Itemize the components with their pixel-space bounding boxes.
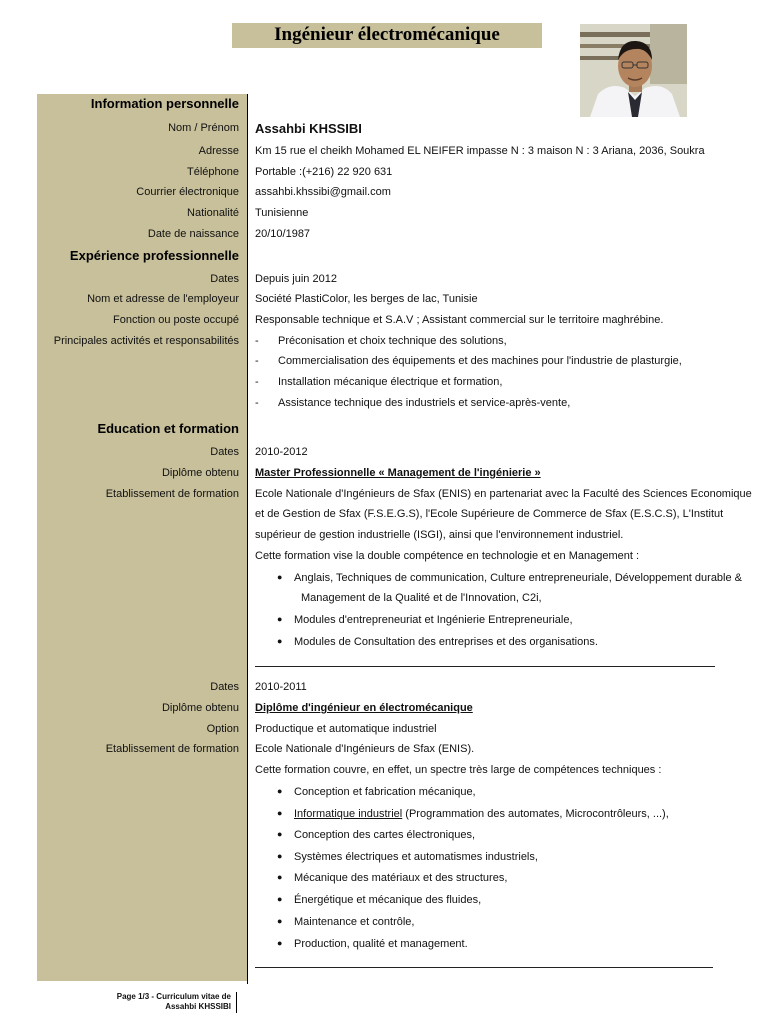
list-item-text: Production, qualité et management.	[294, 938, 468, 950]
bullet-marker: ●	[277, 829, 283, 839]
list-item	[277, 808, 669, 820]
nationality-label: Nationalité	[187, 207, 239, 219]
bullet-marker: ●	[277, 786, 283, 796]
list-item-continuation: Management de la Qualité et de l'Innovation, C2i,	[301, 592, 542, 604]
edu1-dates-value: 2010-2012	[255, 446, 308, 458]
name-label: Nom / Prénom	[168, 122, 239, 134]
bullet-marker: ●	[277, 872, 283, 882]
separator-line	[255, 666, 715, 667]
edu2-establishment-value: Ecole Nationale d'Ingénieurs de Sfax (ENIS).	[255, 743, 475, 755]
list-item-text: Maintenance et contrôle,	[294, 916, 415, 928]
profile-photo	[580, 24, 687, 117]
dash-marker: -	[255, 335, 259, 347]
activity-text: Installation mécanique électrique et formation,	[278, 376, 503, 388]
edu2-establishment-label: Etablissement de formation	[105, 743, 239, 755]
address-label: Adresse	[198, 145, 239, 157]
edu2-option-label: Option	[206, 723, 239, 735]
edu1-establishment-line: et de Gestion de Sfax (F.S.E.G.S), l'Ecole Supérieure de Commerce de Sfax (E.S.C.S), L'Institut	[255, 508, 724, 520]
phone-value: Portable :(+216) 22 920 631	[255, 166, 393, 178]
list-item	[277, 938, 468, 950]
exp-dates-value: Depuis juin 2012	[255, 273, 337, 285]
list-item	[277, 636, 598, 648]
dash-marker: -	[255, 355, 259, 367]
birth-label: Date de naissance	[147, 228, 239, 240]
bullet-marker: ●	[277, 808, 283, 818]
bullet-marker: ●	[277, 636, 283, 646]
nationality-value: Tunisienne	[255, 207, 309, 219]
list-item-text: Conception et fabrication mécanique,	[294, 786, 476, 798]
activity-item	[255, 376, 502, 388]
edu1-establishment-line: supérieur de gestion industrielle (ISGI), ainsi que l'environnement industriel.	[255, 529, 624, 541]
column-divider	[247, 94, 248, 984]
edu2-diploma-label: Diplôme obtenu	[161, 702, 239, 714]
edu1-establishment-label: Etablissement de formation	[105, 488, 239, 500]
dash-marker: -	[255, 397, 259, 409]
bullet-marker: ●	[277, 572, 283, 582]
section-personal-heading: Information personnelle	[90, 96, 239, 111]
bullet-marker: ●	[277, 938, 283, 948]
activity-item	[255, 335, 507, 347]
activity-text: Commercialisation des équipements et des machines pour l'industrie de plasturgie,	[278, 355, 682, 367]
employer-label: Nom et adresse de l'employeur	[87, 293, 239, 305]
bullet-marker: ●	[277, 916, 283, 926]
bullet-marker: ●	[277, 894, 283, 904]
list-item	[277, 872, 507, 884]
list-item	[277, 786, 476, 798]
list-item-text: Systèmes électriques et automatismes industriels,	[294, 851, 538, 863]
activity-item	[255, 355, 682, 367]
list-item	[277, 894, 481, 906]
list-item	[277, 916, 414, 928]
edu1-diploma-value: Master Professionnelle « Management de l'ingénierie »	[255, 467, 541, 479]
list-item-text: Anglais, Techniques de communication, Culture entrepreneuriale, Développement durable &	[294, 572, 743, 584]
list-item	[277, 572, 742, 584]
edu2-dates-label: Dates	[210, 681, 239, 693]
edu2-diploma-value: Diplôme d'ingénieur en électromécanique	[255, 702, 473, 714]
list-item-text: (Programmation des automates, Microcontrôleurs, ...),	[402, 808, 669, 820]
dash-marker: -	[255, 376, 259, 388]
email-label: Courrier électronique	[136, 186, 239, 198]
section-experience-heading: Expérience professionnelle	[69, 248, 239, 263]
position-label: Fonction ou poste occupé	[113, 314, 239, 326]
position-value: Responsable technique et S.A.V ; Assistant commercial sur le territoire maghrébine.	[255, 314, 664, 326]
list-item-text: Conception des cartes électroniques,	[294, 829, 475, 841]
activities-label: Principales activités et responsabilités	[53, 335, 239, 347]
separator-line	[255, 967, 713, 968]
address-value: Km 15 rue el cheikh Mohamed EL NEIFER impasse N : 3 maison N : 3 Ariana, 2036, Soukra	[255, 145, 705, 157]
edu1-dates-label: Dates	[210, 446, 239, 458]
footer-line: Assahbi KHSSIBI	[165, 1002, 231, 1011]
edu2-dates-value: 2010-2011	[255, 681, 307, 693]
activity-text: Préconisation et choix technique des solutions,	[278, 335, 507, 347]
list-item-text: Modules de Consultation des entreprises et des organisations.	[294, 636, 598, 648]
edu1-establishment-line: Ecole Nationale d'Ingénieurs de Sfax (ENIS) en partenariat avec la Faculté des Sciences Economique	[255, 488, 752, 500]
name-value: Assahbi KHSSIBI	[255, 121, 362, 136]
footer-bar	[236, 992, 237, 1013]
email-value[interactable]: assahbi.khssibi@gmail.com	[255, 186, 391, 198]
list-item-text: Énergétique et mécanique des fluides,	[294, 894, 482, 906]
bullet-marker: ●	[277, 614, 283, 624]
edu1-diploma-label: Diplôme obtenu	[161, 467, 239, 479]
activity-item	[255, 397, 570, 409]
list-item	[277, 851, 538, 863]
footer-line: Page 1/3 - Curriculum vitae de	[116, 992, 231, 1001]
cv-title: Ingénieur électromécanique	[232, 23, 542, 48]
edu2-option-value: Productique et automatique industriel	[255, 723, 437, 735]
exp-dates-label: Dates	[210, 273, 239, 285]
list-item-text: Modules d'entrepreneuriat et Ingénierie Entrepreneuriale,	[294, 614, 573, 626]
edu2-intro: Cette formation couvre, en effet, un spectre très large de compétences techniques :	[255, 764, 662, 776]
phone-label: Téléphone	[187, 166, 239, 178]
bullet-marker: ●	[277, 851, 283, 861]
edu1-intro: Cette formation vise la double compétence en technologie et en Management :	[255, 550, 640, 562]
section-education-heading: Education et formation	[97, 421, 239, 436]
birth-value: 20/10/1987	[255, 228, 311, 240]
list-item	[277, 614, 573, 626]
list-item-text-underlined: Informatique industriel	[294, 808, 403, 820]
list-item	[277, 829, 475, 841]
activity-text: Assistance technique des industriels et service-après-vente,	[278, 397, 571, 409]
page-footer	[117, 992, 231, 1012]
employer-value: Société PlastiColor, les berges de lac, Tunisie	[255, 293, 478, 305]
list-item-text: Mécanique des matériaux et des structures,	[294, 872, 508, 884]
